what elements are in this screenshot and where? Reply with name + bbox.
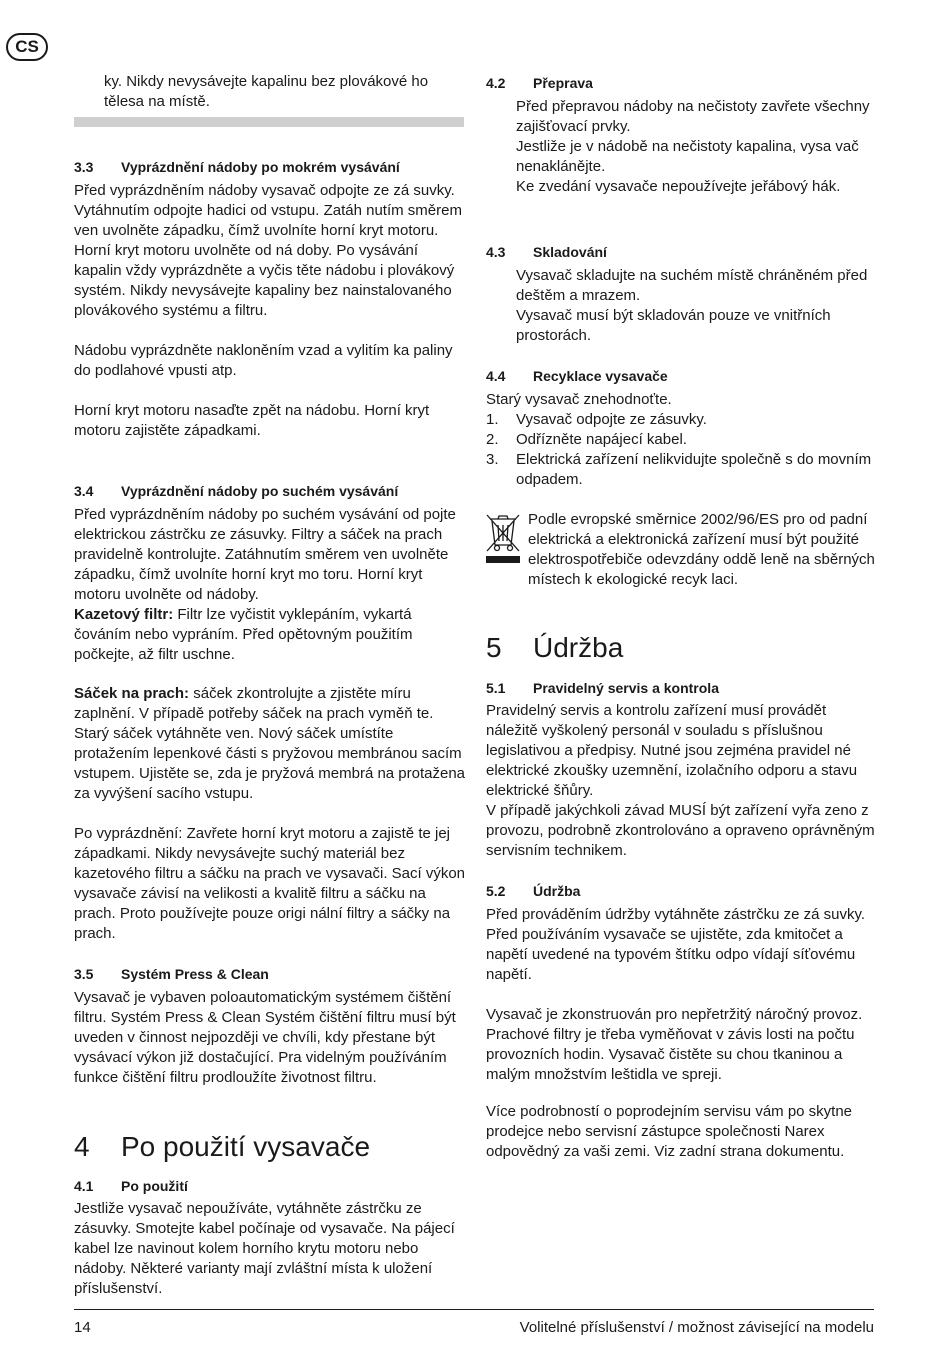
section-number: 4.4 — [486, 368, 506, 384]
paragraph: Vysavač je zkonstruován pro nepřetržitý náročný provoz. Prachové filtry je třeba vyměňovat v závis losti na počtu provozních hodin. Vysavač čistěte su chou tkaninou a malým množstvím leštidla ve spreji. — [486, 1006, 863, 1083]
section-title: Pravidelný servis a kontrola — [533, 680, 719, 696]
page-number: 14 — [74, 1319, 91, 1336]
section-title: Po použití — [121, 1178, 188, 1194]
list-item — [486, 450, 878, 490]
footer-rule — [74, 1309, 874, 1310]
chapter-heading-4 — [74, 1131, 466, 1163]
paragraph: Horní kryt motoru nasaďte zpět na nádobu. Horní kryt motoru zajistěte západkami. — [74, 402, 430, 439]
bold-label: Sáček na prach: — [74, 685, 190, 702]
paragraph: Nádobu vyprázdněte nakloněním vzad a vylitím ka paliny do podlahové vpusti atp. — [74, 342, 453, 379]
paragraph-cartridge-filter — [74, 605, 466, 665]
section-heading-4-1 — [74, 1176, 466, 1196]
footer-note: Volitelné příslušenství / možnost závisející na modelu — [519, 1319, 874, 1336]
section-title: Údržba — [533, 883, 581, 899]
section-title: Skladování — [533, 244, 607, 260]
section-heading-4-2 — [486, 73, 878, 93]
section-heading-3-5 — [74, 964, 466, 984]
paragraph: Jestliže vysavač nepoužíváte, vytáhněte zástrčku ze zásuvky. Smotejte kabel počínaje od vysavače. Na pájecí kabel lze navinout kolem horního krytu motoru nebo nádoby. Některé varianty mají zvláštní místa k uložení příslušenství. — [74, 1200, 455, 1297]
paragraph: V případě jakýchkoli závad MUSÍ být zařízení vyřa zeno z provozu, podrobně zkontrolováno a opraveno oprávněným servisním technikem. — [486, 802, 875, 859]
chapter-title: Po použití vysavače — [121, 1131, 371, 1162]
numbered-list — [486, 410, 878, 490]
section-heading-5-1 — [486, 678, 878, 698]
section-heading-3-4 — [74, 481, 466, 501]
section-number: 5.2 — [486, 883, 506, 899]
section-number: 5.1 — [486, 680, 506, 696]
paragraph-dust-bag — [74, 684, 466, 804]
weee-notice: Podle evropské směrnice 2002/96/ES pro od padní elektrická a elektronická zařízení musí být použité elektrospotřebiče odevzdány oddě leně na sběrných místech k ekologické recyk laci. — [528, 511, 875, 588]
list-item — [486, 410, 878, 430]
paragraph-text: sáček zkontrolujte a zjistěte míru zaplnění. V případě potřeby sáček na prach vyměň te. Starý sáček vytáhněte ven. Nový sáček umístíte protažením lepenkové části s pryžovou membránou sacím vstupem. Ujistěte se, zda je pryžová membrá na protažena za vyvýšení sacího vstupu. — [74, 685, 466, 802]
paragraph: Vysavač je vybaven poloautomatickým systémem čištění filtru. Systém Press & Clean Systém čištění filtru musí být uveden v činnost nejpozději ve chvíli, kdy přestane být vysávací výkon již dostačující. Pra videlným používáním funkce čištění filtru prodloužíte životnost filtru. — [74, 989, 456, 1086]
list-item — [486, 430, 878, 450]
paragraph: Před vyprázdněním nádoby po suchém vysávání od pojte elektrickou zástrčku ze zásuvky. Filtry a sáček na prach pravidelně kontrolujte. Zatáhnutím směrem ven uvolněte západku, čímž uvolníte horní kryt mo toru. Horní kryt motoru uvolněte od nádoby. — [74, 506, 456, 603]
section-title: Recyklace vysavače — [533, 368, 668, 384]
section-number: 3.5 — [74, 966, 94, 982]
paragraph: Před přepravou nádoby na nečistoty zavřete všechny zajišťovací prvky. — [516, 98, 870, 135]
section-heading-3-3 — [74, 157, 466, 177]
section-heading-5-2 — [486, 881, 878, 901]
section-heading-4-4 — [486, 366, 878, 386]
section-title: Vyprázdnění nádoby po suchém vysávání — [121, 483, 399, 499]
crossed-out-wheelie-bin-icon — [486, 513, 520, 565]
chapter-heading-5 — [486, 632, 878, 664]
list-number: 1. — [486, 411, 499, 428]
section-number: 3.4 — [74, 483, 94, 499]
paragraph-text: Filtr lze vyčistit vyklepáním, vykartá čováním nebo vypráním. Před opětovným použitím počkejte, až filtr uschne. — [74, 606, 413, 663]
paragraph: Ke zvedání vysavače nepoužívejte jeřábový hák. — [516, 178, 841, 195]
paragraph: Jestliže je v nádobě na nečistoty kapalina, vysa vač nenaklánějte. — [516, 138, 859, 175]
chapter-number: 5 — [486, 632, 502, 663]
paragraph: Před vyprázdněním nádoby vysavač odpojte ze zá suvky. Vytáhnutím odpojte hadici od vstupu. Zatáh nutím směrem ven uvolněte západku, čímž uvolníte horní kryt motoru. Horní kryt motoru uvolněte od ná doby. Po vysávání kapalin vždy vyprázdněte a vyčis těte nádobu i plovákový systém. Nikdy nevysávejte kapaliny bez nainstalovaného plovákového systému a filtru. — [74, 182, 462, 319]
paragraph: Vysavač musí být skladován pouze ve vnitřních prostorách. — [516, 307, 831, 344]
section-title: Přeprava — [533, 75, 593, 91]
bold-label: Kazetový filtr: — [74, 606, 174, 623]
section-title: Vyprázdnění nádoby po mokrém vysávání — [121, 159, 400, 175]
paragraph: Pravidelný servis a kontrolu zařízení musí provádět náležitě vyškolený personál v souladu s příslušnou legislativou a předpisy. Nutné jsou zejména pravidel né elektrické zkoušky uzemnění, izolačního odporu a stavu elektrické šňůry. — [486, 702, 858, 799]
paragraph: Starý vysavač znehodnoťte. — [486, 391, 672, 408]
section-number: 4.3 — [486, 244, 506, 260]
section-number: 4.2 — [486, 75, 506, 91]
section-number: 3.3 — [74, 159, 94, 175]
paragraph: Před prováděním údržby vytáhněte zástrčku ze zá suvky. Před používáním vysavače se ujistěte, zda kmitočet a napětí uvedené na typovém štítku odpo vídají síťovému napětí. — [486, 906, 866, 983]
list-text: Odřízněte napájecí kabel. — [516, 431, 687, 448]
chapter-title: Údržba — [533, 632, 624, 663]
paragraph: Po vyprázdnění: Zavřete horní kryt motoru a zajistě te jej západkami. Nikdy nevysávejte suchý materiál bez kazetového filtru a sáčku na prach ve vysavači. Sací výkon vysavače závisí na velikosti a kvalitě filtru a sáčku na prach. Proto používejte pouze origi nální filtry a sáčky na prach. — [74, 825, 466, 942]
list-text: Elektrická zařízení nelikvidujte společně s do movním odpadem. — [516, 451, 872, 488]
paragraph: Více podrobností o poprodejním servisu vám po skytne prodejce nebo servisní zástupce společnosti Narex odpovědný za vaši zemi. Viz zadní strana dokumentu. — [486, 1103, 853, 1160]
section-title: Systém Press & Clean — [121, 966, 269, 982]
intro-text: ky. Nikdy nevysávejte kapalinu bez plovákové ho tělesa na místě. — [104, 73, 429, 110]
chapter-number: 4 — [74, 1131, 90, 1162]
list-number: 3. — [486, 451, 499, 468]
list-text: Vysavač odpojte ze zásuvky. — [516, 411, 707, 428]
section-heading-4-3 — [486, 242, 878, 262]
list-number: 2. — [486, 431, 499, 448]
language-badge: CS — [6, 33, 48, 61]
section-number: 4.1 — [74, 1178, 94, 1194]
section-divider-bar — [74, 117, 464, 127]
paragraph: Vysavač skladujte na suchém místě chráněném před deštěm a mrazem. — [516, 267, 868, 304]
